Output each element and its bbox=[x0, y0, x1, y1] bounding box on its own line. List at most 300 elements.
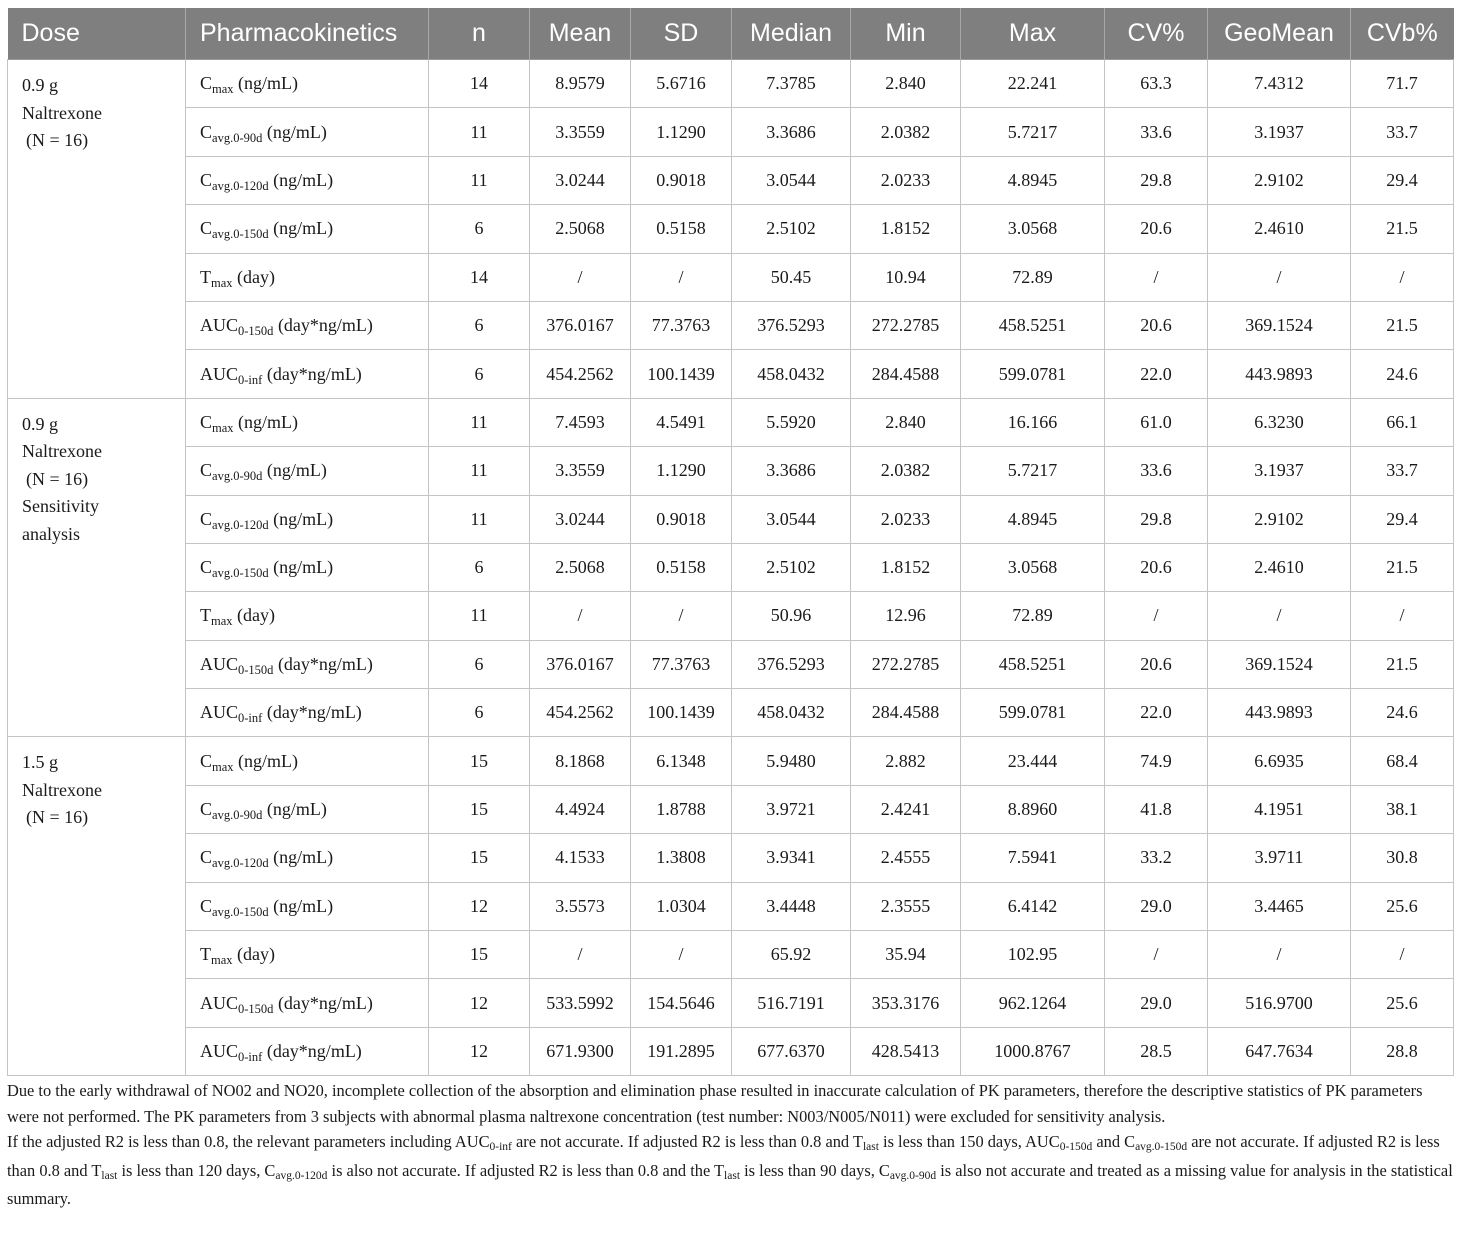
param-unit: (day*ng/mL) bbox=[262, 702, 362, 723]
dose-cell bbox=[8, 398, 186, 737]
parameter-cell bbox=[186, 350, 429, 398]
value-cell: 12.96 bbox=[851, 592, 961, 640]
parameter-cell bbox=[186, 301, 429, 349]
value-cell: 4.8945 bbox=[961, 495, 1105, 543]
value-cell: 2.0382 bbox=[851, 108, 961, 156]
param-subscript: max bbox=[211, 614, 233, 629]
dose-line: Sensitivity bbox=[22, 496, 100, 517]
value-cell: 3.3559 bbox=[530, 108, 631, 156]
parameter-cell bbox=[186, 108, 429, 156]
note-text: If the adjusted R2 is less than 0.8, the relevant parameters including AUC bbox=[7, 1132, 490, 1151]
value-cell: 77.3763 bbox=[631, 640, 732, 688]
table-footnotes bbox=[7, 1078, 1453, 1212]
parameter-cell bbox=[186, 931, 429, 979]
param-subscript: 0-inf bbox=[238, 711, 263, 726]
value-cell: 10.94 bbox=[851, 253, 961, 301]
note-text: is less than 120 days, C bbox=[117, 1160, 276, 1180]
value-cell: 0.5158 bbox=[631, 543, 732, 591]
value-cell: 599.0781 bbox=[961, 689, 1105, 737]
param-unit: (ng/mL) bbox=[233, 411, 299, 432]
value-cell: 353.3176 bbox=[851, 979, 961, 1027]
value-cell: 20.6 bbox=[1105, 543, 1208, 591]
parameter-cell bbox=[186, 495, 429, 543]
value-cell: 4.5491 bbox=[631, 398, 732, 446]
value-cell: 2.0233 bbox=[851, 495, 961, 543]
value-cell: 3.3686 bbox=[732, 447, 851, 495]
param-symbol: AUC bbox=[200, 315, 239, 336]
value-cell: 20.6 bbox=[1105, 205, 1208, 253]
note-text: is also not accurate. If adjusted R2 is less than 0.8 and the T bbox=[327, 1160, 725, 1180]
note-subscript: 0-inf bbox=[489, 1141, 512, 1153]
table-row bbox=[8, 495, 1454, 543]
value-cell: 3.0568 bbox=[961, 205, 1105, 253]
value-cell: 20.6 bbox=[1105, 640, 1208, 688]
value-cell: 29.0 bbox=[1105, 979, 1208, 1027]
value-cell: 21.5 bbox=[1351, 543, 1454, 591]
table-row bbox=[8, 156, 1454, 204]
value-cell: 74.9 bbox=[1105, 737, 1208, 785]
dose-line: analysis bbox=[22, 523, 80, 544]
value-cell: 272.2785 bbox=[851, 640, 961, 688]
param-symbol: C bbox=[200, 460, 213, 481]
value-cell: 962.1264 bbox=[961, 979, 1105, 1027]
footnote-withdrawal: Due to the early withdrawal of NO02 and NO20, incomplete collection of the absorption and elimination phase resulted in inaccurate calculation of PK parameters, therefore the descriptive statistics of PK parameters were not performed. The PK parameters from 3 subjects with abnormal plasma naltrexone concentration (test number: N003/N005/N011) were excluded for sensitivity analysis. bbox=[7, 1081, 1423, 1126]
value-cell: 533.5992 bbox=[530, 979, 631, 1027]
param-subscript: 0-150d bbox=[238, 324, 274, 339]
note-subscript: avg.0-150d bbox=[1135, 1141, 1188, 1153]
value-cell: 3.9341 bbox=[732, 834, 851, 882]
param-subscript: avg.0-90d bbox=[212, 130, 263, 145]
param-subscript: avg.0-120d bbox=[212, 178, 269, 193]
value-cell: 5.5920 bbox=[732, 398, 851, 446]
value-cell: 1.8152 bbox=[851, 205, 961, 253]
value-cell: 443.9893 bbox=[1208, 689, 1351, 737]
value-cell: 516.7191 bbox=[732, 979, 851, 1027]
value-cell: 0.9018 bbox=[631, 156, 732, 204]
dose-line: (N = 16) bbox=[26, 130, 89, 150]
value-cell: 100.1439 bbox=[631, 689, 732, 737]
value-cell: 11 bbox=[429, 495, 530, 543]
value-cell: 369.1524 bbox=[1208, 640, 1351, 688]
value-cell: 272.2785 bbox=[851, 301, 961, 349]
param-subscript: 0-150d bbox=[238, 1001, 274, 1016]
param-unit: (day*ng/mL) bbox=[273, 992, 373, 1013]
value-cell: 3.3686 bbox=[732, 108, 851, 156]
note-text: are not accurate. If adjusted R2 is less than 0.8 and T bbox=[7, 1132, 1440, 1180]
value-cell: / bbox=[631, 592, 732, 640]
value-cell: 25.6 bbox=[1351, 882, 1454, 930]
table-row bbox=[8, 592, 1454, 640]
value-cell: 25.6 bbox=[1351, 979, 1454, 1027]
param-unit: (ng/mL) bbox=[268, 557, 334, 578]
value-cell: / bbox=[1105, 592, 1208, 640]
param-symbol: C bbox=[200, 799, 213, 820]
value-cell: 7.5941 bbox=[961, 834, 1105, 882]
value-cell: 3.4448 bbox=[732, 882, 851, 930]
col-header: CVb% bbox=[1351, 8, 1454, 60]
value-cell: 20.6 bbox=[1105, 301, 1208, 349]
param-subscript: max bbox=[212, 82, 234, 97]
param-subscript: avg.0-120d bbox=[212, 856, 269, 871]
value-cell: 21.5 bbox=[1351, 301, 1454, 349]
value-cell: 6.6935 bbox=[1208, 737, 1351, 785]
table-row bbox=[8, 301, 1454, 349]
value-cell: 2.0382 bbox=[851, 447, 961, 495]
value-cell: 6 bbox=[429, 640, 530, 688]
col-header: Min bbox=[851, 8, 961, 60]
param-symbol: C bbox=[200, 169, 213, 190]
value-cell: 29.4 bbox=[1351, 156, 1454, 204]
value-cell: 1.0304 bbox=[631, 882, 732, 930]
value-cell: 28.8 bbox=[1351, 1027, 1454, 1075]
parameter-cell bbox=[186, 447, 429, 495]
value-cell: 8.1868 bbox=[530, 737, 631, 785]
col-header: CV% bbox=[1105, 8, 1208, 60]
table-row bbox=[8, 60, 1454, 108]
table-row bbox=[8, 785, 1454, 833]
value-cell: 3.9711 bbox=[1208, 834, 1351, 882]
header-row bbox=[8, 8, 1454, 60]
value-cell: 671.9300 bbox=[530, 1027, 631, 1075]
value-cell: 2.4555 bbox=[851, 834, 961, 882]
parameter-cell bbox=[186, 60, 429, 108]
value-cell: / bbox=[1351, 253, 1454, 301]
value-cell: 8.8960 bbox=[961, 785, 1105, 833]
value-cell: / bbox=[530, 931, 631, 979]
value-cell: 284.4588 bbox=[851, 689, 961, 737]
value-cell: 4.1951 bbox=[1208, 785, 1351, 833]
value-cell: 68.4 bbox=[1351, 737, 1454, 785]
value-cell: / bbox=[1105, 253, 1208, 301]
value-cell: 4.1533 bbox=[530, 834, 631, 882]
value-cell: 11 bbox=[429, 156, 530, 204]
value-cell: 72.89 bbox=[961, 592, 1105, 640]
param-symbol: AUC bbox=[200, 363, 239, 384]
param-symbol: T bbox=[200, 605, 211, 626]
value-cell: 12 bbox=[429, 1027, 530, 1075]
col-header: Mean bbox=[530, 8, 631, 60]
parameter-cell bbox=[186, 205, 429, 253]
param-symbol: AUC bbox=[200, 1041, 239, 1061]
value-cell: 6 bbox=[429, 689, 530, 737]
value-cell: 5.7217 bbox=[961, 447, 1105, 495]
col-header: Pharmacokinetics bbox=[186, 8, 429, 60]
value-cell: 6 bbox=[429, 350, 530, 398]
value-cell: 2.0233 bbox=[851, 156, 961, 204]
parameter-cell bbox=[186, 882, 429, 930]
col-header: SD bbox=[631, 8, 732, 60]
param-unit: (day*ng/mL) bbox=[273, 653, 373, 674]
value-cell: 16.166 bbox=[961, 398, 1105, 446]
value-cell: 3.9721 bbox=[732, 785, 851, 833]
value-cell: / bbox=[1351, 931, 1454, 979]
value-cell: 21.5 bbox=[1351, 205, 1454, 253]
value-cell: 5.6716 bbox=[631, 60, 732, 108]
param-unit: (ng/mL) bbox=[262, 121, 327, 142]
value-cell: 12 bbox=[429, 882, 530, 930]
value-cell: 11 bbox=[429, 108, 530, 156]
value-cell: 376.5293 bbox=[732, 640, 851, 688]
value-cell: 2.5102 bbox=[732, 205, 851, 253]
value-cell: 2.5068 bbox=[530, 205, 631, 253]
value-cell: 2.840 bbox=[851, 60, 961, 108]
dose-cell bbox=[8, 737, 186, 1076]
value-cell: 647.7634 bbox=[1208, 1027, 1351, 1075]
param-unit: (ng/mL) bbox=[268, 218, 334, 239]
value-cell: 454.2562 bbox=[530, 689, 631, 737]
value-cell: 284.4588 bbox=[851, 350, 961, 398]
parameter-cell bbox=[186, 834, 429, 882]
table-row bbox=[8, 689, 1454, 737]
value-cell: 1.8152 bbox=[851, 543, 961, 591]
param-subscript: 0-inf bbox=[238, 372, 263, 387]
parameter-cell bbox=[186, 156, 429, 204]
parameter-cell bbox=[186, 1027, 429, 1075]
dose-line: 1.5 g bbox=[22, 752, 58, 773]
dose-cell bbox=[8, 60, 186, 399]
value-cell: 3.3559 bbox=[530, 447, 631, 495]
value-cell: 3.0544 bbox=[732, 495, 851, 543]
value-cell: 14 bbox=[429, 253, 530, 301]
value-cell: 1000.8767 bbox=[961, 1027, 1105, 1075]
value-cell: 458.0432 bbox=[732, 350, 851, 398]
dose-line: Naltrexone bbox=[22, 102, 102, 123]
table-row bbox=[8, 543, 1454, 591]
col-header: n bbox=[429, 8, 530, 60]
param-symbol: T bbox=[200, 944, 211, 965]
parameter-cell bbox=[186, 640, 429, 688]
param-subscript: avg.0-150d bbox=[212, 566, 269, 581]
value-cell: 11 bbox=[429, 398, 530, 446]
param-unit: (ng/mL) bbox=[268, 895, 334, 916]
pk-table bbox=[7, 8, 1454, 1076]
value-cell: 376.5293 bbox=[732, 301, 851, 349]
value-cell: 7.4593 bbox=[530, 398, 631, 446]
value-cell: 2.5068 bbox=[530, 543, 631, 591]
value-cell: 369.1524 bbox=[1208, 301, 1351, 349]
value-cell: 4.4924 bbox=[530, 785, 631, 833]
value-cell: 3.5573 bbox=[530, 882, 631, 930]
param-subscript: 0-150d bbox=[238, 662, 274, 677]
value-cell: 50.45 bbox=[732, 253, 851, 301]
table-row bbox=[8, 979, 1454, 1027]
value-cell: 6.4142 bbox=[961, 882, 1105, 930]
parameter-cell bbox=[186, 785, 429, 833]
param-symbol: C bbox=[200, 121, 213, 142]
value-cell: 15 bbox=[429, 785, 530, 833]
param-subscript: max bbox=[211, 953, 233, 968]
param-symbol: C bbox=[200, 895, 213, 916]
table-row bbox=[8, 350, 1454, 398]
value-cell: 3.1937 bbox=[1208, 447, 1351, 495]
value-cell: 154.5646 bbox=[631, 979, 732, 1027]
value-cell: 15 bbox=[429, 737, 530, 785]
param-unit: (ng/mL) bbox=[262, 799, 327, 820]
value-cell: 0.9018 bbox=[631, 495, 732, 543]
value-cell: 8.9579 bbox=[530, 60, 631, 108]
value-cell: 454.2562 bbox=[530, 350, 631, 398]
value-cell: 3.0244 bbox=[530, 495, 631, 543]
value-cell: 50.96 bbox=[732, 592, 851, 640]
param-subscript: avg.0-150d bbox=[212, 904, 269, 919]
value-cell: 3.4465 bbox=[1208, 882, 1351, 930]
parameter-cell bbox=[186, 543, 429, 591]
note-subscript: last bbox=[724, 1169, 741, 1182]
value-cell: 1.3808 bbox=[631, 834, 732, 882]
value-cell: 35.94 bbox=[851, 931, 961, 979]
note-text: are not accurate. If adjusted R2 is less than 0.8 and T bbox=[511, 1132, 863, 1151]
value-cell: 23.444 bbox=[961, 737, 1105, 785]
value-cell: 1.1290 bbox=[631, 447, 732, 495]
value-cell: 30.8 bbox=[1351, 834, 1454, 882]
param-unit: (day) bbox=[232, 605, 276, 626]
table-row bbox=[8, 447, 1454, 495]
value-cell: 21.5 bbox=[1351, 640, 1454, 688]
table-row bbox=[8, 1027, 1454, 1075]
param-symbol: C bbox=[200, 847, 213, 868]
value-cell: / bbox=[1351, 592, 1454, 640]
note-subscript: avg.0-120d bbox=[275, 1169, 328, 1182]
parameter-cell bbox=[186, 253, 429, 301]
dose-line: Naltrexone bbox=[22, 779, 102, 800]
value-cell: 33.2 bbox=[1105, 834, 1208, 882]
value-cell: 29.8 bbox=[1105, 156, 1208, 204]
table-row bbox=[8, 108, 1454, 156]
param-symbol: C bbox=[200, 508, 213, 529]
note-subscript: last bbox=[101, 1169, 118, 1182]
pk-table-body bbox=[8, 60, 1454, 1076]
value-cell: 15 bbox=[429, 834, 530, 882]
value-cell: 376.0167 bbox=[530, 301, 631, 349]
value-cell: 41.8 bbox=[1105, 785, 1208, 833]
param-symbol: AUC bbox=[200, 653, 239, 674]
value-cell: 458.5251 bbox=[961, 640, 1105, 688]
footnote-accuracy bbox=[7, 1129, 1453, 1212]
value-cell: 7.4312 bbox=[1208, 60, 1351, 108]
value-cell: 2.882 bbox=[851, 737, 961, 785]
value-cell: 3.0244 bbox=[530, 156, 631, 204]
value-cell: 1.8788 bbox=[631, 785, 732, 833]
value-cell: 29.8 bbox=[1105, 495, 1208, 543]
value-cell: 376.0167 bbox=[530, 640, 631, 688]
param-unit: (ng/mL) bbox=[268, 508, 334, 529]
param-unit: (ng/mL) bbox=[233, 750, 299, 771]
value-cell: 24.6 bbox=[1351, 689, 1454, 737]
param-unit: (day*ng/mL) bbox=[273, 315, 373, 336]
table-row bbox=[8, 931, 1454, 979]
value-cell: 28.5 bbox=[1105, 1027, 1208, 1075]
value-cell: 6.1348 bbox=[631, 737, 732, 785]
col-header: Median bbox=[732, 8, 851, 60]
param-symbol: C bbox=[200, 218, 213, 239]
value-cell: 516.9700 bbox=[1208, 979, 1351, 1027]
param-unit: (day*ng/mL) bbox=[262, 363, 362, 384]
dose-line: (N = 16) bbox=[26, 807, 89, 828]
value-cell: 3.0544 bbox=[732, 156, 851, 204]
value-cell: 5.9480 bbox=[732, 737, 851, 785]
param-subscript: 0-inf bbox=[238, 1050, 263, 1064]
value-cell: 38.1 bbox=[1351, 785, 1454, 833]
col-header: Max bbox=[961, 8, 1105, 60]
param-subscript: max bbox=[211, 275, 233, 290]
param-unit: (ng/mL) bbox=[268, 847, 334, 868]
table-row bbox=[8, 834, 1454, 882]
value-cell: 2.9102 bbox=[1208, 495, 1351, 543]
value-cell: 2.4241 bbox=[851, 785, 961, 833]
param-symbol: T bbox=[200, 266, 211, 287]
note-text: is also not accurate and treated as a missing value for analysis in the statistical summary. bbox=[7, 1160, 1453, 1208]
value-cell: 61.0 bbox=[1105, 398, 1208, 446]
param-symbol: C bbox=[200, 557, 213, 578]
value-cell: 2.3555 bbox=[851, 882, 961, 930]
param-unit: (day) bbox=[232, 944, 276, 965]
value-cell: 1.1290 bbox=[631, 108, 732, 156]
value-cell: 33.7 bbox=[1351, 447, 1454, 495]
value-cell: 2.840 bbox=[851, 398, 961, 446]
value-cell: 14 bbox=[429, 60, 530, 108]
value-cell: 24.6 bbox=[1351, 350, 1454, 398]
table-row bbox=[8, 205, 1454, 253]
value-cell: 3.1937 bbox=[1208, 108, 1351, 156]
note-subscript: last bbox=[862, 1141, 879, 1153]
note-text: and C bbox=[1092, 1132, 1136, 1151]
value-cell: 29.4 bbox=[1351, 495, 1454, 543]
value-cell: 22.0 bbox=[1105, 689, 1208, 737]
parameter-cell bbox=[186, 737, 429, 785]
value-cell: 0.5158 bbox=[631, 205, 732, 253]
value-cell: / bbox=[530, 592, 631, 640]
value-cell: / bbox=[1208, 592, 1351, 640]
value-cell: 4.8945 bbox=[961, 156, 1105, 204]
param-subscript: avg.0-120d bbox=[212, 517, 269, 532]
table-row bbox=[8, 398, 1454, 446]
value-cell: 3.0568 bbox=[961, 543, 1105, 591]
value-cell: 6 bbox=[429, 301, 530, 349]
value-cell: 6 bbox=[429, 205, 530, 253]
param-unit: (ng/mL) bbox=[233, 73, 299, 94]
value-cell: 458.0432 bbox=[732, 689, 851, 737]
value-cell: 443.9893 bbox=[1208, 350, 1351, 398]
value-cell: 33.6 bbox=[1105, 108, 1208, 156]
value-cell: / bbox=[1105, 931, 1208, 979]
value-cell: / bbox=[530, 253, 631, 301]
value-cell: 33.6 bbox=[1105, 447, 1208, 495]
param-symbol: AUC bbox=[200, 702, 239, 723]
param-unit: (day*ng/mL) bbox=[262, 1041, 362, 1061]
value-cell: 6.3230 bbox=[1208, 398, 1351, 446]
value-cell: 5.7217 bbox=[961, 108, 1105, 156]
param-unit: (ng/mL) bbox=[262, 460, 327, 481]
param-subscript: avg.0-150d bbox=[212, 227, 269, 242]
param-subscript: max bbox=[212, 420, 234, 435]
value-cell: 100.1439 bbox=[631, 350, 732, 398]
parameter-cell bbox=[186, 592, 429, 640]
value-cell: 2.4610 bbox=[1208, 543, 1351, 591]
dose-line: 0.9 g bbox=[22, 75, 58, 95]
value-cell: 22.241 bbox=[961, 60, 1105, 108]
value-cell: / bbox=[1208, 931, 1351, 979]
value-cell: 15 bbox=[429, 931, 530, 979]
param-unit: (day) bbox=[232, 266, 276, 287]
note-text: is less than 90 days, C bbox=[740, 1160, 890, 1180]
table-row bbox=[8, 882, 1454, 930]
col-header: GeoMean bbox=[1208, 8, 1351, 60]
table-row bbox=[8, 253, 1454, 301]
value-cell: 2.5102 bbox=[732, 543, 851, 591]
param-subscript: max bbox=[212, 759, 234, 774]
value-cell: 66.1 bbox=[1351, 398, 1454, 446]
dose-line: Naltrexone bbox=[22, 441, 102, 462]
